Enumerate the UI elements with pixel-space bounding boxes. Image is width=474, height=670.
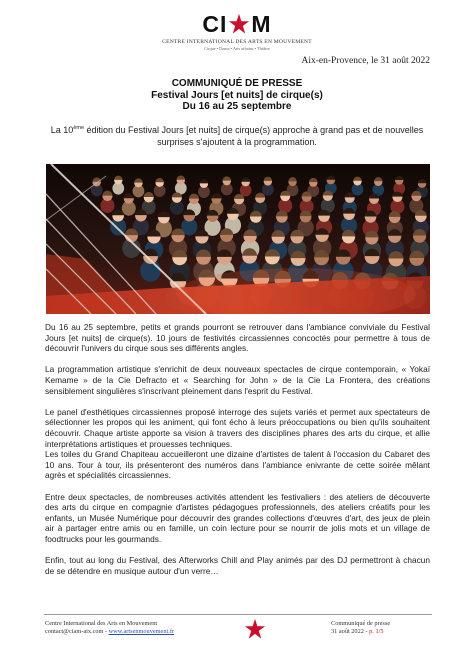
intro-start: La 10	[50, 125, 74, 135]
intro-superscript: ème	[73, 125, 85, 131]
paragraph-5: Entre deux spectacles, de nombreuses activités attendent les festivaliers : des ateliers de découverte des arts du cirque en compagnie d'artistes pédagogues professionnels, des ateliers créatifs pour les enfants, un Musée Numérique pour découvrir des grandes collections d'œuvres d'art, des jeux de plein air à partager entre amis ou en famille, un coin lecture pour se nourrir de jolis mots et un village de foodtrucks pour les gourmands.	[45, 491, 430, 544]
logo-tagline: Cirque • Danse • Arts urbains • Théâtre	[204, 46, 270, 51]
press-label: COMMUNIQUÉ DE PRESSE	[171, 78, 303, 89]
document-date: Aix-en-Provence, le 31 août 2022	[301, 56, 430, 66]
footer-date-page	[331, 628, 390, 636]
photo-illustration	[46, 164, 430, 314]
paragraph-2: La programmation artistique s'enrichit de deux nouveaux spectacles de cirque contemporain, « Yokaï Kemame » de la Cie Defracto et « Searching for John » de la Cie La Frontera, des créations sensiblement singulières s'inscrivant pleinement dans l'esprit du Festival.	[45, 364, 430, 396]
logo-wordmark	[202, 12, 271, 36]
footer-contact-line	[45, 628, 174, 636]
page-number: p. 1/5	[369, 628, 384, 635]
paragraph-3: Le panel d'esthétiques circassiennes proposé interroge des sujets variés et permet aux spectateurs de sélectionner les propos qui les animent, qui font écho à leurs préoccupations ou bien qu'ils souhaitent découvrir. Chaque artiste apporte sa vision à travers des disciplines phares des arts du cirque, et allie interprétations artistiques et prouesses techniques.	[45, 406, 430, 449]
paragraph-1: Du 16 au 25 septembre, petits et grands pourront se retrouver dans l'ambiance conviviale du Festival Jours [et nuits] de cirque(s). 10 jours de festivités circassiennes concoctés pour permettre à tous de découvrir l'univers du cirque sous ses différents angles.	[45, 322, 430, 354]
logo-letters-left: CI	[202, 11, 228, 37]
body-text	[45, 322, 430, 587]
star-icon	[228, 13, 250, 35]
paragraph-6: Enfin, tout au long du Festival, des Afterworks Chill and Play animés par des DJ permettront à chacun de se détendre en musique autour d'un verre…	[45, 555, 430, 576]
footer-divider	[44, 614, 432, 615]
intro-paragraph	[50, 124, 424, 148]
press-dates: Du 16 au 25 septembre	[182, 101, 292, 112]
paragraph-4: Les toiles du Grand Chapiteau accueilleront une dizaine d'artistes de talent à l'occasion du Cabaret des 10 ans. Tour à tour, ils présenteront des numéros dans l'ambiance enivrante de cette soirée mêlant agrès et spécialités circassiennes.	[45, 449, 430, 481]
footer-doc-info	[331, 620, 390, 636]
footer-org: Centre International des Arts en Mouvement	[45, 620, 158, 627]
audience-photo	[46, 164, 430, 314]
logo-letters-right: M	[251, 11, 272, 37]
footer-date: 31 août 2022 -	[331, 628, 370, 635]
intro-rest: édition du Festival Jours [et nuits] de cirque(s) approche à grand pas et de nouvelles surprises s'ajoutent à la programmation.	[84, 125, 424, 147]
press-title: Festival Jours [et nuits] de cirque(s)	[151, 89, 323, 101]
ciam-logo	[0, 12, 474, 51]
star-icon	[244, 618, 266, 640]
website-link[interactable]: www.artsenmouvement.fr	[108, 628, 175, 635]
logo-subtitle: CENTRE INTERNATIONAL DES ARTS EN MOUVEMENT	[162, 39, 312, 45]
press-heading	[0, 78, 474, 113]
footer-contact	[45, 620, 174, 636]
footer-doc-type: Communiqué de presse	[331, 620, 391, 627]
footer-email[interactable]: contact@ciam-aix.com -	[45, 628, 109, 635]
